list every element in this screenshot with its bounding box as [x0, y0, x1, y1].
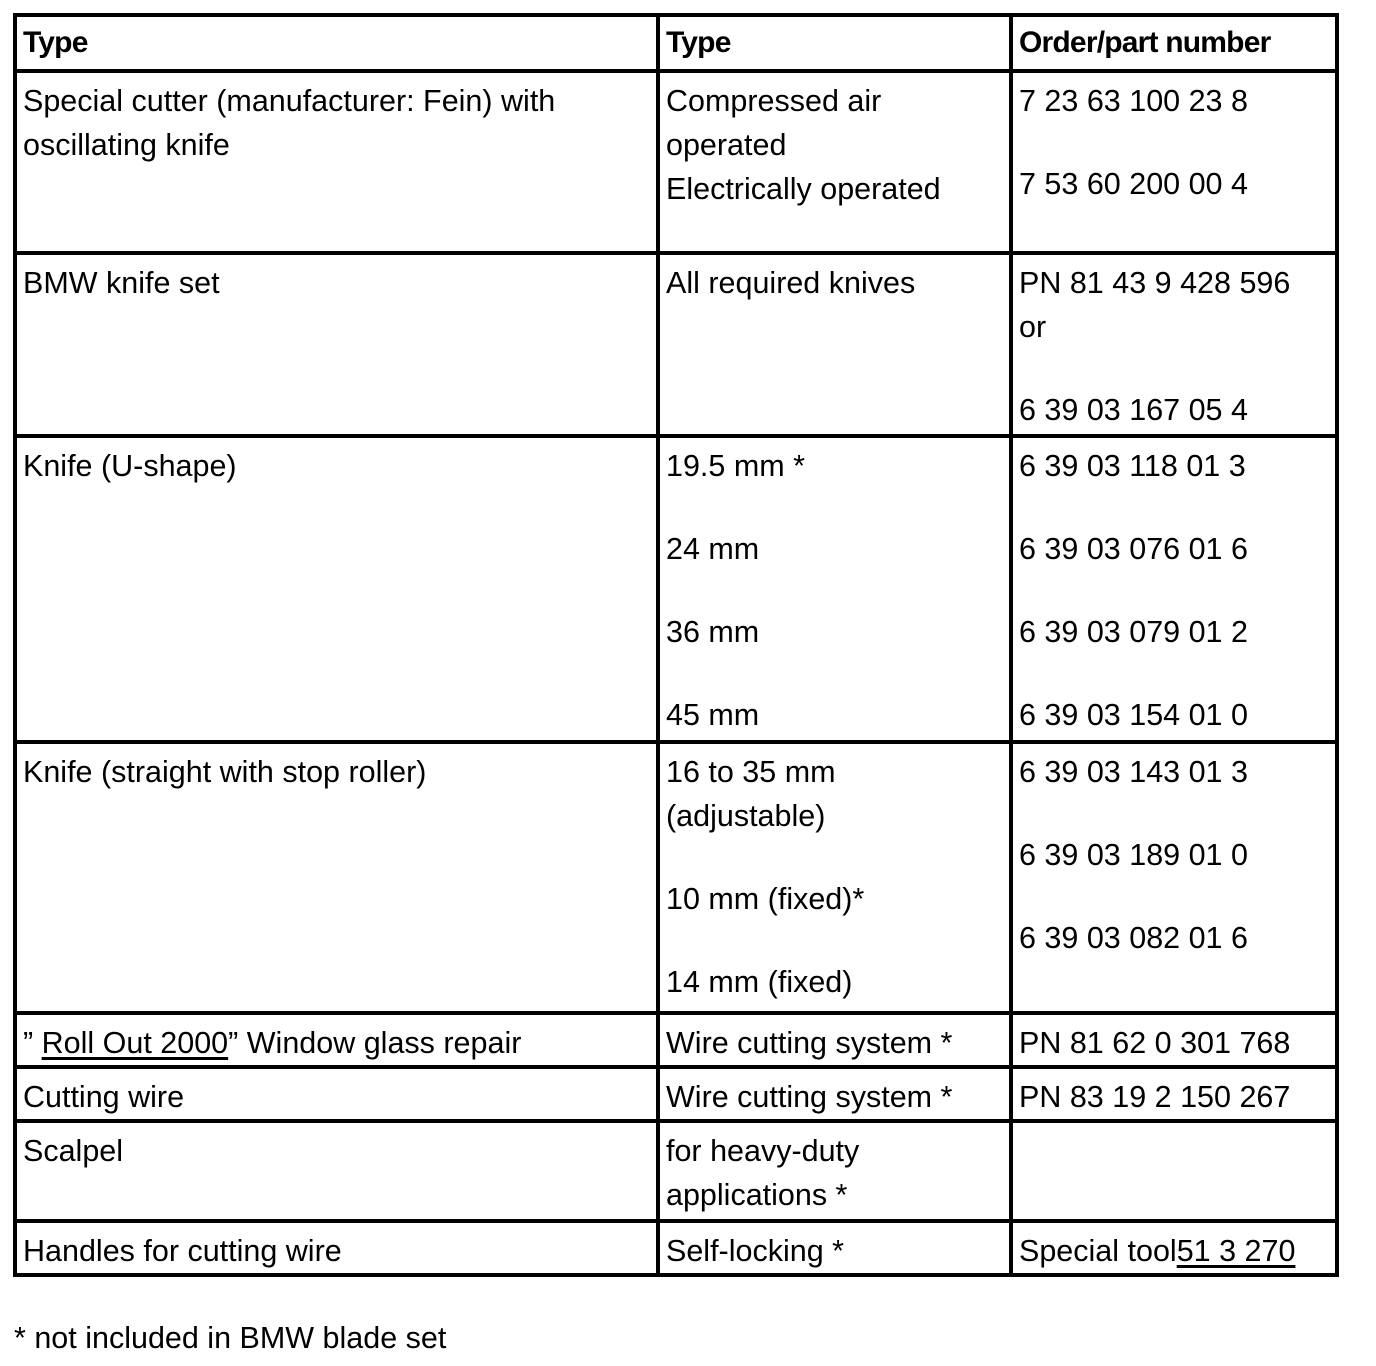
cell-text: Knife (U-shape) [23, 449, 237, 483]
cell-text: applications * [666, 1178, 848, 1212]
cell-text: Self-locking * [666, 1234, 844, 1268]
cell-text: Handles for cutting wire [23, 1234, 342, 1268]
cell-tool-name [15, 253, 658, 436]
cell-text: 14 mm (fixed) [666, 965, 853, 999]
cell-text: 6 39 03 076 01 6 [1019, 532, 1248, 566]
cell-text: PN 81 62 0 301 768 [1019, 1026, 1291, 1060]
table-row [15, 742, 1337, 1013]
cell-text: 10 mm (fixed)* [666, 882, 865, 916]
table-row [15, 1121, 1337, 1221]
cell-text: All required knives [666, 266, 916, 300]
cell-text: PN 83 19 2 150 267 [1019, 1080, 1291, 1114]
cell-tool-type [658, 71, 1011, 253]
cell-text: 6 39 03 082 01 6 [1019, 921, 1248, 955]
special-tool-link[interactable]: 51 3 270 [1176, 1234, 1296, 1268]
cell-text: oscillating knife [23, 128, 230, 162]
cell-tool-name [15, 742, 658, 1013]
cell-text: 6 39 03 167 05 4 [1019, 393, 1248, 427]
cell-tool-type [658, 1067, 1011, 1121]
cell-text: 45 mm [666, 698, 760, 732]
cell-text: 6 39 03 143 01 3 [1019, 755, 1248, 789]
table-row [15, 1221, 1337, 1275]
cell-tool-name [15, 1013, 658, 1067]
cell-text: 7 53 60 200 00 4 [1019, 167, 1248, 201]
cell-part-number [1011, 1121, 1337, 1221]
table-header-row [15, 15, 1337, 71]
cell-part-number [1011, 1013, 1337, 1067]
cell-tool-type [658, 1121, 1011, 1221]
special-tools-table [13, 13, 1339, 1277]
cell-text: Wire cutting system * [666, 1080, 953, 1114]
table-row [15, 1067, 1337, 1121]
special-tool-label: Special tool [1019, 1234, 1177, 1268]
cell-text: or [1019, 310, 1047, 344]
cell-text: 36 mm [666, 615, 760, 649]
cell-text: operated [666, 128, 787, 162]
cell-tool-name [15, 1221, 658, 1275]
cell-text: PN 81 43 9 428 596 [1019, 266, 1291, 300]
cell-text: Cutting wire [23, 1080, 185, 1114]
cell-tool-name [15, 1121, 658, 1221]
cell-text: (adjustable) [666, 799, 826, 833]
header-type: Type [15, 15, 658, 71]
header-order-part-number: Order/part number [1011, 15, 1337, 71]
cell-text: 6 39 03 079 01 2 [1019, 615, 1248, 649]
cell-text-suffix: ” Window glass repair [228, 1026, 522, 1060]
table-row [15, 1013, 1337, 1067]
cell-text [23, 1021, 652, 1065]
cell-text: 6 39 03 154 01 0 [1019, 698, 1248, 732]
cell-text: Knife (straight with stop roller) [23, 755, 427, 789]
cell-tool-type [658, 253, 1011, 436]
cell-text: for heavy-duty [666, 1134, 860, 1168]
cell-text: 24 mm [666, 532, 760, 566]
quote-prefix: ” [23, 1026, 42, 1060]
cell-tool-type [658, 742, 1011, 1013]
cell-tool-name [15, 436, 658, 742]
cell-text: Special cutter (manufacturer: Fein) with [23, 84, 556, 118]
cell-text: 6 39 03 189 01 0 [1019, 838, 1248, 872]
cell-part-number [1011, 1067, 1337, 1121]
cell-part-number [1011, 1221, 1337, 1275]
cell-text: 19.5 mm * [666, 449, 805, 483]
cell-text: BMW knife set [23, 266, 220, 300]
cell-text: Scalpel [23, 1134, 124, 1168]
cell-part-number [1011, 253, 1337, 436]
cell-text: Compressed air [666, 84, 882, 118]
cell-tool-name [15, 71, 658, 253]
roll-out-2000-link[interactable]: Roll Out 2000 [41, 1026, 229, 1060]
table-row [15, 436, 1337, 742]
cell-tool-name [15, 1067, 658, 1121]
cell-text: 7 23 63 100 23 8 [1019, 84, 1248, 118]
cell-text: Electrically operated [666, 172, 941, 206]
cell-text [1019, 1229, 1331, 1273]
cell-tool-type [658, 436, 1011, 742]
cell-tool-type [658, 1221, 1011, 1275]
cell-part-number [1011, 71, 1337, 253]
cell-tool-type [658, 1013, 1011, 1067]
header-type-variant: Type [658, 15, 1011, 71]
cell-part-number [1011, 436, 1337, 742]
footnote: * not included in BMW blade set [14, 1321, 447, 1355]
cell-part-number [1011, 742, 1337, 1013]
table-row [15, 71, 1337, 253]
cell-text: 16 to 35 mm [666, 755, 836, 789]
cell-text: 6 39 03 118 01 3 [1019, 449, 1246, 483]
cell-text: Wire cutting system * [666, 1026, 953, 1060]
table-row [15, 253, 1337, 436]
